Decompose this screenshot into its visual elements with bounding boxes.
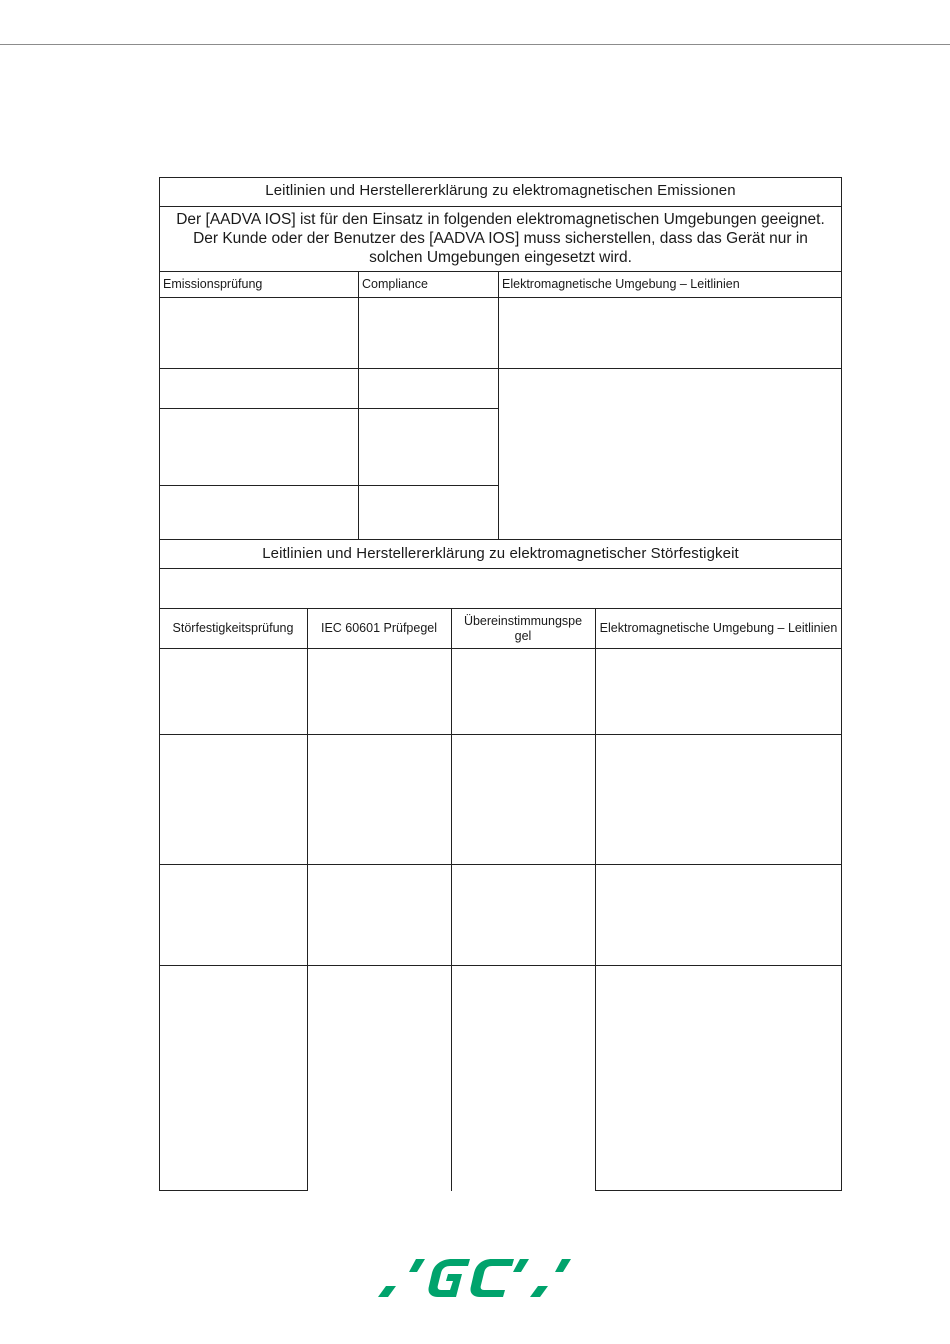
- table-border-right: [841, 177, 842, 1191]
- header-uebereinstimmungspegel: Übereinstimmungspe gel: [463, 613, 583, 643]
- header-stoerfestigkeitspruefung: Störfestigkeitsprüfung: [172, 621, 294, 635]
- emission-col-divider-1: [358, 271, 359, 539]
- header-compliance: Compliance: [362, 277, 429, 291]
- emissions-table-title: Leitlinien und Herstellererklärung zu elektromagnetischen Emissionen: [265, 182, 736, 199]
- immunity-col-divider-2: [451, 608, 452, 1191]
- rule-immunity-row-2: [159, 864, 842, 865]
- rule-below-immunity-title: [159, 568, 842, 569]
- emc-declaration-tables: [159, 177, 842, 1191]
- gc-logo-marks: [378, 1259, 571, 1297]
- rule-below-immunity-headers: [159, 648, 842, 649]
- header-emissionspruefung: Emissionsprüfung: [163, 277, 263, 291]
- rule-emission-row-3: [159, 485, 498, 486]
- rule-emission-row-1: [159, 368, 842, 369]
- rule-emission-row-2: [159, 408, 498, 409]
- rule-below-emission-headers: [159, 297, 842, 298]
- rule-bottom-right: [595, 1190, 842, 1191]
- rule-bottom-left: [159, 1190, 307, 1191]
- emissions-table-intro: Der [AADVA IOS] ist für den Einsatz in folgenden elektromagnetischen Umgebungen geeignet. Der Kunde oder der Benutzer des [AADVA IOS] muss sicherstellen, dass das Gerät nur in solchen Umgebungen eingesetzt wird.: [176, 211, 825, 266]
- immunity-col-divider-3: [595, 608, 596, 1191]
- header-rule: [0, 44, 950, 45]
- header-pruefpegel: IEC 60601 Prüfpegel: [320, 621, 438, 635]
- immunity-table-title: Leitlinien und Herstellererklärung zu elektromagnetischer Störfestigkeit: [262, 545, 739, 562]
- gc-logo: [378, 1254, 574, 1298]
- immunity-col-divider-1: [307, 608, 308, 1191]
- emission-col-divider-2: [498, 271, 499, 539]
- rule-immunity-row-1: [159, 734, 842, 735]
- header-emission-environment: Elektromagnetische Umgebung – Leitlinien: [502, 277, 740, 291]
- header-immunity-environment: Elektromagnetische Umgebung – Leitlinien: [599, 621, 838, 635]
- table-border-left: [159, 177, 160, 1191]
- rule-immunity-row-3: [159, 965, 842, 966]
